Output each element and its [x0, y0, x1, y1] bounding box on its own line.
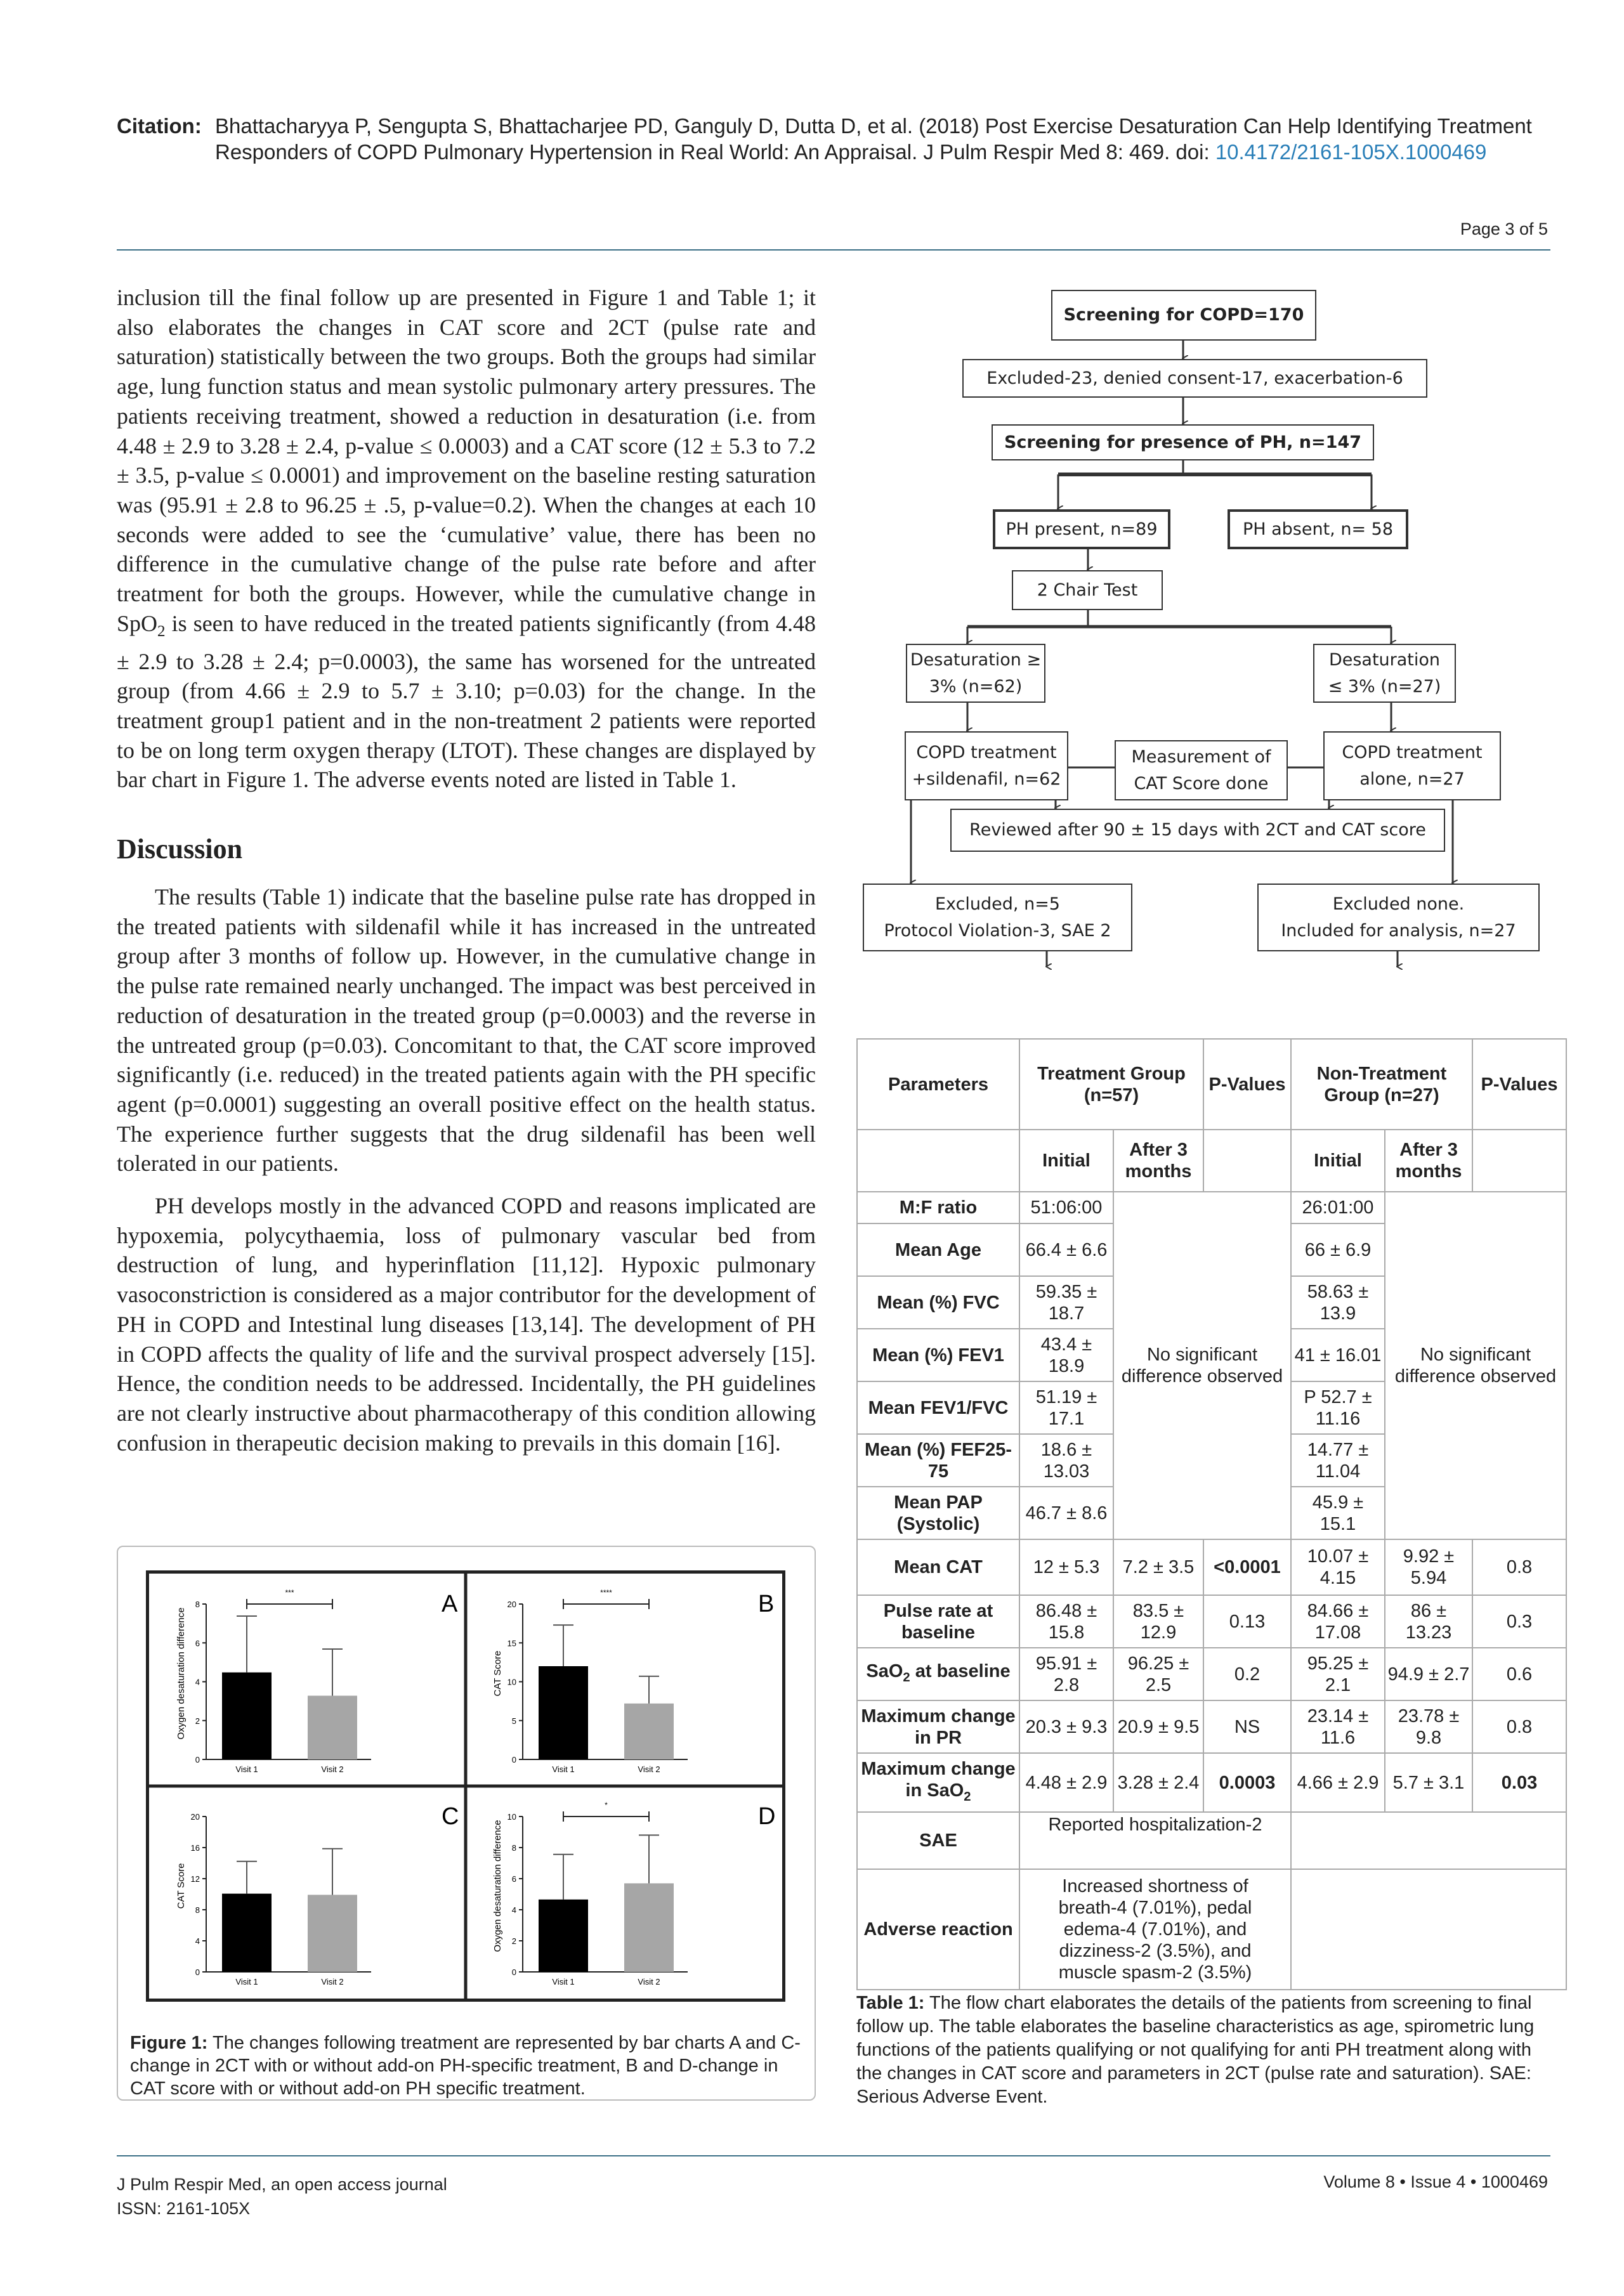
x-tick-label: Visit 2: [638, 1977, 660, 1986]
th-parameters: Parameters: [857, 1039, 1019, 1130]
desat-ge-line2: 3% (n=62): [929, 676, 1023, 696]
page-number: Page 3 of 5: [1460, 219, 1548, 238]
y-tick-label: 15: [507, 1638, 516, 1648]
y-tick-label: 10: [507, 1812, 516, 1822]
doi-link[interactable]: 10.4172/2161-105X.1000469: [1215, 140, 1487, 164]
y-axis-label: CAT Score: [492, 1650, 503, 1697]
row-treat-pvalue: <0.0001: [1203, 1539, 1291, 1595]
results-paragraph: [117, 283, 816, 795]
table-row: [857, 1812, 1566, 1869]
footer-left: [117, 2172, 447, 2221]
citation-label: Citation:: [117, 114, 202, 138]
table-row: [857, 1700, 1566, 1753]
y-tick-label: 6: [511, 1874, 516, 1884]
row-param: [857, 1648, 1019, 1700]
discussion-heading: Discussion: [117, 833, 243, 864]
copd-sildenafil-box: [905, 731, 1068, 800]
desat-le-box: [1313, 644, 1456, 703]
ph-present-box: PH present, n=89: [993, 509, 1170, 549]
th-empty2: [1203, 1130, 1291, 1192]
adverse-empty: [1291, 1869, 1566, 1990]
y-tick-label: 12: [190, 1874, 200, 1884]
y-tick-label: 5: [511, 1716, 516, 1726]
table-row: [857, 1753, 1566, 1812]
row-nontreat-initial: 41 ± 16.01: [1291, 1329, 1385, 1381]
panel-letter: A: [442, 1591, 458, 1617]
row-treat-after: 7.2 ± 3.5: [1113, 1539, 1203, 1595]
row-treat-initial: 4.48 ± 2.9: [1019, 1753, 1113, 1812]
x-tick-label: Visit 1: [235, 1977, 258, 1986]
row-nontreat-after: 23.78 ± 9.8: [1385, 1700, 1472, 1753]
row-treat-initial: 59.35 ± 18.7: [1019, 1276, 1113, 1329]
table-row: [857, 1192, 1566, 1223]
flowchart: [856, 273, 1554, 983]
measurement-box: [1115, 740, 1288, 800]
x-tick-label: Visit 1: [235, 1764, 258, 1774]
y-tick-label: 16: [190, 1843, 200, 1853]
row-treat-pvalue: 0.2: [1203, 1648, 1291, 1700]
copd-alone-line1: COPD treatment: [1342, 742, 1483, 762]
sig-marker: ****: [600, 1588, 612, 1597]
row-nontreat-initial: 45.9 ± 15.1: [1291, 1487, 1385, 1539]
row-nontreat-after: 9.92 ± 5.94: [1385, 1539, 1472, 1595]
chair-test-box: [1012, 570, 1163, 610]
measure-line1: Measurement of: [1131, 747, 1271, 767]
th-empty3: [1472, 1130, 1566, 1192]
row-nontreat-initial: 26:01:00: [1291, 1192, 1385, 1223]
row-param: [857, 1753, 1019, 1812]
p1-rest: is seen to have reduced in the treated patients significantly (from 4.48 ± 2.9 to 3.28 ± 2.4; p=0.0003), the same has worsened for the untreated group (from 4.66 ± 2.9 to 5.7 ± 3.10; p=0.03) for the change. In the treatment group1 patient and in the non-treatment 2 patients were reported to be on long term oxygen therapy (LTOT). These changes are displayed by bar chart in Figure 1. The adverse events noted are listed in Table 1.: [117, 610, 816, 793]
ph-absent-box: PH absent, n= 58: [1228, 509, 1408, 549]
row-treat-initial: 20.3 ± 9.3: [1019, 1700, 1113, 1753]
row-nontreat-pvalue: 0.8: [1472, 1539, 1566, 1595]
adverse-label: Adverse reaction: [857, 1869, 1019, 1990]
discussion-text: [117, 882, 816, 1458]
bar: [222, 1673, 272, 1759]
row-param: Maximum change in PR: [857, 1700, 1019, 1753]
row-nontreat-pvalue: 0.8: [1472, 1700, 1566, 1753]
row-param: Mean CAT: [857, 1539, 1019, 1595]
y-tick-label: 8: [195, 1905, 200, 1915]
row-nontreat-initial: P 52.7 ± 11.16: [1291, 1381, 1385, 1434]
bar: [308, 1895, 357, 1972]
row-nontreat-initial: 14.77 ± 11.04: [1291, 1434, 1385, 1487]
row-param: Mean (%) FEV1: [857, 1329, 1019, 1381]
copd-sild-line2: +sildenafil, n=62: [912, 769, 1061, 789]
x-tick-label: Visit 1: [552, 1977, 575, 1986]
row-nontreat-initial: 58.63 ± 13.9: [1291, 1276, 1385, 1329]
x-tick-label: Visit 2: [638, 1764, 660, 1774]
footer-volume: Volume 8 • Issue 4 • 1000469: [1323, 2172, 1548, 2191]
table-row: [857, 1595, 1566, 1648]
row-nontreat-after: 5.7 ± 3.1: [1385, 1753, 1472, 1812]
citation-text: Bhattacharyya P, Sengupta S, Bhattacharjee PD, Ganguly D, Dutta D, et al. (2018) Post Exercise Desaturation Can Help Identifying Treatment Responders of COPD Pulmonary Hypertension in Real World: An Appraisal. J Pulm Respir Med 8: 469. doi:: [215, 114, 1532, 164]
table-caption-label: Table 1:: [856, 1993, 925, 2013]
y-tick-label: 6: [195, 1638, 200, 1648]
panel-letter: D: [758, 1803, 776, 1830]
y-tick-label: 4: [195, 1936, 200, 1946]
maxsao-label: Maximum change in SaO: [861, 1758, 1016, 1801]
row-nontreat-initial: 23.14 ± 11.6: [1291, 1700, 1385, 1753]
p1-text: inclusion till the final follow up are presented in Figure 1 and Table 1; it also elaborates the changes in CAT score and 2CT (pulse rate and saturation) statistically between the two groups. Both the groups had similar age, lung function status and mean systolic pulmonary artery pressures. The patients receiving treatment, showed a reduction in desaturation (i.e. from 4.48 ± 2.9 to 3.28 ± 2.4, p-value ≤ 0.0003) and a CAT score (12 ± 5.3 to 7.2 ± 3.5, p-value ≤ 0.0001) and improvement on the baseline resting saturation was (95.91 ± 2.8 to 96.25 ± .5, p-value=0.2). When the changes at each 10 seconds were added to see the ‘cumulative’ value, there has been no difference in the cumulative change of the pulse rate before and after treatment for both the groups. However, while the cumulative change in SpO: [117, 285, 816, 636]
table-caption-text: The flow chart elaborates the details of the patients from screening to final follow up. The table elaborates the baseline characteristics as age, spirometric lung functions of the patients qualifying or not qualifying for anti PH treatment along with the changes in CAT score and parameters in 2CT (pulse rate and saturation). SAE: Serious Adverse Event.: [856, 1993, 1535, 2107]
row-param: Mean (%) FEF25-75: [857, 1434, 1019, 1487]
measure-line2: CAT Score done: [1134, 773, 1269, 793]
header-rule: [117, 249, 1550, 251]
y-axis-label: Oxygen desaturation difference: [176, 1607, 187, 1740]
copd-alone-box: [1323, 731, 1501, 800]
th-pvalues2: P-Values: [1472, 1039, 1566, 1130]
row-param: Mean PAP (Systolic): [857, 1487, 1019, 1539]
excluded-5-box: [863, 884, 1132, 951]
y-tick-label: 4: [195, 1677, 200, 1687]
y-tick-label: 20: [190, 1812, 200, 1822]
results-table: [856, 1038, 1567, 1990]
y-tick-label: 0: [195, 1755, 200, 1764]
row-nontreat-pvalue: 0.03: [1472, 1753, 1566, 1812]
footer-journal: J Pulm Respir Med, an open access journal: [117, 2175, 447, 2194]
no-significant-treat: No significant difference observed: [1113, 1192, 1291, 1539]
x-tick-label: Visit 2: [321, 1764, 344, 1774]
row-param: Mean Age: [857, 1223, 1019, 1276]
desat-le-line2: ≤ 3% (n=27): [1328, 676, 1441, 696]
row-treat-initial: 46.7 ± 8.6: [1019, 1487, 1113, 1539]
chair-test-label: 2 Chair Test: [1037, 580, 1138, 600]
row-treat-after: 83.5 ± 12.9: [1113, 1595, 1203, 1648]
copd-alone-line2: alone, n=27: [1359, 769, 1465, 789]
row-treat-initial: 66.4 ± 6.6: [1019, 1223, 1113, 1276]
exclnone-line2: Included for analysis, n=27: [1281, 920, 1516, 941]
y-axis-label: CAT Score: [176, 1863, 187, 1909]
sao-suffix: at baseline: [910, 1660, 1011, 1681]
y-tick-label: 8: [195, 1600, 200, 1609]
th-nontreatment: Non-Treatment Group (n=27): [1291, 1039, 1472, 1130]
row-nontreat-initial: 4.66 ± 2.9: [1291, 1753, 1385, 1812]
sae-label: SAE: [857, 1812, 1019, 1869]
th-treatment: Treatment Group (n=57): [1019, 1039, 1203, 1130]
footer-issn: ISSN: 2161-105X: [117, 2199, 251, 2218]
row-treat-initial: 51.19 ± 17.1: [1019, 1381, 1113, 1434]
y-tick-label: 0: [511, 1967, 516, 1977]
p1-sub: 2: [157, 622, 166, 640]
row-treat-pvalue: 0.0003: [1203, 1753, 1291, 1812]
figure-plots: [146, 1570, 785, 2002]
discussion-p2: PH develops mostly in the advanced COPD and reasons implicated are hypoxemia, polycythaemia, loss of pulmonary vascular bed from destruction of lung, and hyperinflation [11,12]. Hypoxic pulmonary vasoconstriction is considered as a major contributor for the development of PH in COPD and Intestinal lung diseases [13,14]. The development of PH in COPD affects the quality of life and the survival prospect adversely [15]. Hence, the condition needs to be addressed. Incidentally, the PH guidelines are not clearly instructive about pharmacotherapy of this condition allowing confusion in therapeutic decision making to prevails in this domain [16].: [117, 1193, 816, 1456]
bar: [222, 1894, 272, 1972]
th-empty: [857, 1130, 1019, 1192]
row-treat-after: 3.28 ± 2.4: [1113, 1753, 1203, 1812]
th-initial: Initial: [1019, 1130, 1113, 1192]
bar: [539, 1666, 588, 1759]
row-param: Mean FEV1/FVC: [857, 1381, 1019, 1434]
row-treat-pvalue: NS: [1203, 1700, 1291, 1753]
th-after2: After 3 months: [1385, 1130, 1472, 1192]
reviewed-box: Reviewed after 90 ± 15 days with 2CT and CAT score: [950, 809, 1445, 852]
row-treat-initial: 95.91 ± 2.8: [1019, 1648, 1113, 1700]
th-after: After 3 months: [1113, 1130, 1203, 1192]
excl5-line1: Excluded, n=5: [935, 894, 1060, 914]
y-tick-label: 0: [195, 1967, 200, 1977]
sig-marker: ***: [285, 1588, 294, 1597]
row-treat-initial: 12 ± 5.3: [1019, 1539, 1113, 1595]
panel-letter: B: [758, 1591, 775, 1617]
sae-empty: [1291, 1812, 1566, 1869]
row-nontreat-initial: 66 ± 6.9: [1291, 1223, 1385, 1276]
row-treat-initial: 43.4 ± 18.9: [1019, 1329, 1113, 1381]
y-tick-label: 20: [507, 1600, 516, 1609]
sae-value: Reported hospitalization-2: [1019, 1812, 1291, 1869]
bar: [624, 1704, 674, 1759]
no-significant-nontreat: No significant difference observed: [1385, 1192, 1566, 1539]
bar: [308, 1696, 357, 1759]
panel-letter: C: [442, 1803, 459, 1830]
screening-ph-box: Screening for presence of PH, n=147: [992, 424, 1374, 460]
row-nontreat-pvalue: 0.3: [1472, 1595, 1566, 1648]
row-param: Pulse rate at baseline: [857, 1595, 1019, 1648]
table-row: [857, 1869, 1566, 1990]
table-row: [857, 1648, 1566, 1700]
y-tick-label: 2: [511, 1936, 516, 1946]
x-tick-label: Visit 2: [321, 1977, 344, 1986]
row-nontreat-after: 86 ± 13.23: [1385, 1595, 1472, 1648]
footer-rule: [117, 2155, 1550, 2156]
desat-ge-box: [906, 644, 1045, 703]
row-param: Mean (%) FVC: [857, 1276, 1019, 1329]
figure-caption-text: The changes following treatment are represented by bar charts A and C-change in 2CT with or without add-on PH-specific treatment, B and D-change in CAT score with or without add-on PH specific treatment.: [130, 2033, 801, 2099]
screening-box: Screening for COPD=170: [1051, 290, 1316, 341]
desat-le-line1: Desaturation: [1328, 649, 1441, 670]
bar: [539, 1900, 588, 1972]
bar-charts: [149, 1574, 782, 1999]
th-initial2: Initial: [1291, 1130, 1385, 1192]
sig-marker: *: [605, 1801, 608, 1810]
row-treat-pvalue: 0.13: [1203, 1595, 1291, 1648]
excluded-box: Excluded-23, denied consent-17, exacerbation-6: [962, 359, 1427, 398]
bar: [624, 1883, 674, 1972]
excl5-line2: Protocol Violation-3, SAE 2: [884, 920, 1111, 941]
row-treat-initial: 86.48 ± 15.8: [1019, 1595, 1113, 1648]
row-nontreat-pvalue: 0.6: [1472, 1648, 1566, 1700]
row-nontreat-after: 94.9 ± 2.7: [1385, 1648, 1472, 1700]
sao-label: SaO: [866, 1660, 903, 1681]
row-nontreat-initial: 10.07 ± 4.15: [1291, 1539, 1385, 1595]
exclnone-line1: Excluded none.: [1332, 894, 1465, 914]
maxsao-sub: 2: [964, 1789, 971, 1804]
row-nontreat-initial: 84.66 ± 17.08: [1291, 1595, 1385, 1648]
adverse-value: Increased shortness of breath-4 (7.01%), pedal edema-4 (7.01%), and dizziness-2 (3.5%), and muscle spasm-2 (3.5%): [1019, 1869, 1291, 1990]
y-tick-label: 8: [511, 1843, 516, 1853]
copd-sild-line1: COPD treatment: [916, 742, 1057, 762]
table-row: [857, 1539, 1566, 1595]
row-treat-after: 96.25 ± 2.5: [1113, 1648, 1203, 1700]
x-tick-label: Visit 1: [552, 1764, 575, 1774]
desat-ge-line1: Desaturation ≥: [910, 649, 1042, 670]
th-pvalues: P-Values: [1203, 1039, 1291, 1130]
y-tick-label: 10: [507, 1677, 516, 1687]
figure-caption: [130, 2032, 802, 2100]
excluded-none-box: [1257, 884, 1540, 951]
discussion-p1: The results (Table 1) indicate that the baseline pulse rate has dropped in the treated patients with sildenafil while it has increased in the untreated group after 3 months of follow up. However, in the cumulative change in the pulse rate remained nearly unchanged. The impact was best perceived in reduction of desaturation in the treated group (p=0.0003) and the reverse in the untreated group (p=0.03). Concomitant to that, the CAT score improved significantly (i.e. reduced) in the treated patients again with the PH specific agent (p=0.0001) suggesting an overall positive effect on the health status. The experience further suggests that the drug sildenafil has been well tolerated in our patients.: [117, 884, 816, 1177]
row-nontreat-initial: 95.25 ± 2.1: [1291, 1648, 1385, 1700]
y-tick-label: 4: [511, 1905, 516, 1915]
citation: [117, 113, 1550, 165]
y-tick-label: 0: [511, 1755, 516, 1764]
y-tick-label: 2: [195, 1716, 200, 1726]
y-axis-label: Oxygen desaturation difference: [492, 1820, 503, 1952]
row-treat-initial: 51:06:00: [1019, 1192, 1113, 1223]
row-param: M:F ratio: [857, 1192, 1019, 1223]
row-treat-initial: 18.6 ± 13.03: [1019, 1434, 1113, 1487]
table-caption: [856, 1992, 1554, 2109]
row-treat-after: 20.9 ± 9.5: [1113, 1700, 1203, 1753]
figure-caption-label: Figure 1:: [130, 2033, 208, 2053]
sao-sub: 2: [903, 1670, 910, 1685]
